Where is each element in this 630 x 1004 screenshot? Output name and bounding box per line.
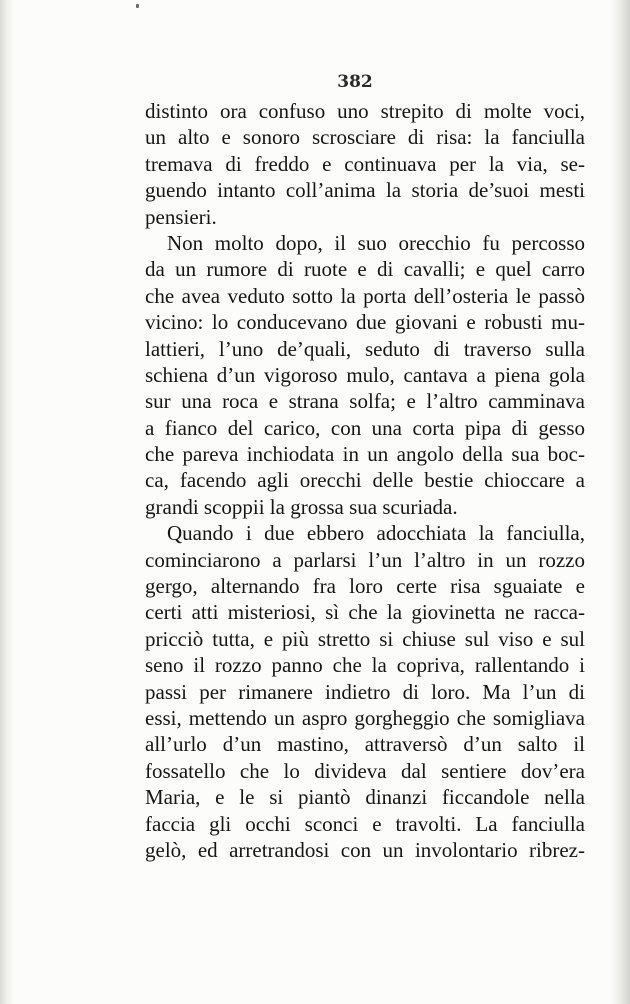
text-line: tremava di freddo e continuava per la via, se- bbox=[145, 151, 585, 176]
text-line: un alto e sonoro scrosciare di risa: la fanciulla bbox=[145, 125, 585, 150]
page-right-edge bbox=[610, 0, 630, 1004]
text-line: ca, facendo agli orecchi delle bestie chioccare a bbox=[145, 468, 585, 493]
text-line: certi atti misteriosi, sì che la giovinetta ne racca- bbox=[145, 600, 585, 625]
page-left-edge bbox=[0, 0, 14, 1004]
text-line: pensieri. bbox=[145, 204, 217, 229]
text-line: cominciarono a parlarsi l’un l’altro in un rozzo bbox=[145, 547, 585, 572]
text-line: vicino: lo conducevano due giovani e robusti mu- bbox=[145, 310, 585, 335]
text-line: faccia gli occhi sconci e travolti. La fanciulla bbox=[145, 811, 585, 836]
text-line: essi, mettendo un aspro gorgheggio che somigliava bbox=[145, 705, 585, 730]
text-line: fossatello che lo divideva dal sentiere dov’era bbox=[145, 758, 585, 783]
text-line: a fianco del carico, con una corta pipa di gesso bbox=[145, 415, 585, 440]
text-line: che pareva inchiodata in un angolo della sua boc- bbox=[145, 442, 585, 467]
body-text bbox=[145, 98, 585, 863]
text-line: Quando i due ebbero adocchiata la fanciulla, bbox=[167, 521, 585, 546]
text-line: Maria, e le si piantò dinanzi ficcandole nella bbox=[145, 785, 585, 810]
text-line: gergo, alternando fra loro certe risa sguaiate e bbox=[145, 574, 585, 599]
text-line: gelò, ed arretrandosi con un involontario ribrez- bbox=[145, 837, 585, 862]
text-line: da un rumore di ruote e di cavalli; e quel carro bbox=[145, 257, 585, 282]
text-line: schiena d’un vigoroso mulo, cantava a piena gola bbox=[145, 362, 585, 387]
text-line: seno il rozzo panno che la copriva, rallentando i bbox=[145, 653, 585, 678]
text-line: lattieri, l’uno de’quali, seduto di traverso sulla bbox=[145, 336, 585, 361]
text-line: all’urlo d’un mastino, attraversò d’un salto il bbox=[145, 732, 585, 757]
text-line: sur una roca e strana solfa; e l’altro camminava bbox=[145, 389, 585, 414]
ink-speck bbox=[136, 4, 139, 8]
text-line: passi per rimanere indietro di loro. Ma l’un di bbox=[145, 679, 585, 704]
text-line: che avea veduto sotto la porta dell’osteria le passò bbox=[145, 283, 585, 308]
text-line: Non molto dopo, il suo orecchio fu percosso bbox=[167, 230, 585, 255]
text-line: distinto ora confuso uno strepito di molte voci, bbox=[145, 99, 585, 123]
page-number: 382 bbox=[337, 72, 373, 92]
text-line: pricciò tutta, e più stretto si chiuse sul viso e sul bbox=[145, 626, 585, 651]
text-line: grandi scoppii la grossa sua scuriada. bbox=[145, 494, 458, 519]
text-line: guendo intanto coll’anima la storia de’suoi mesti bbox=[145, 178, 585, 203]
